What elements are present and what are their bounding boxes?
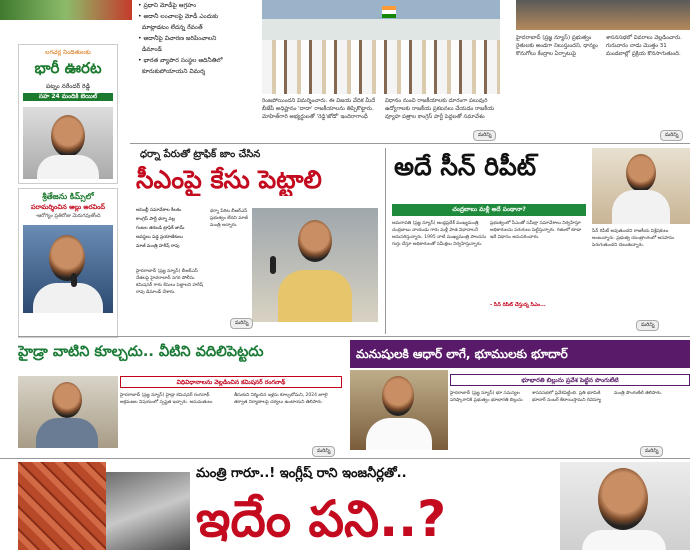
bullet-item: గంటల తరబడి ట్రాఫిక్ జామ్ <box>136 226 185 231</box>
ad-portrait <box>23 107 113 179</box>
bullet-item: అసెంబ్లీ సమావేశాల కీలకం <box>136 208 182 213</box>
story3-subhead: విధివిధానాలను వెల్లడించిన కమిషనర్ రంగనాథ్ <box>120 376 342 388</box>
bullet-item: • భారత వ్యాపార సంస్థల ఆదినీతిలో <box>138 57 223 64</box>
ad-line3: పట్నం నరేందర్ రెడ్డి <box>45 83 91 90</box>
portrait-body <box>36 418 98 448</box>
bullet-item: డిమాండ్ <box>141 46 162 53</box>
portrait-body <box>582 530 666 550</box>
bullet-item: కూరుకుపోయాయని విమర్శ <box>141 68 206 75</box>
bullet-item: కాంగ్రెస్ పార్టీ ధర్నా వల్ల <box>136 217 175 222</box>
top-left-bullets <box>138 0 258 120</box>
mid-caption-b: విధానం నుంచి రాజకీయాలకు దూరంగా పలువురి ఉద్యోగాలకు రాజకీయ ప్రకటనలు చేయడం రాజకీయ వ్యూహ పత్రాల కాంగ్రెస్ పార్టీ పెద్దలతో సమావేశం <box>385 98 495 120</box>
story4-subhead: భూభారతి బిల్లును ప్రవేశ పెట్టిన పొంగులేటి <box>450 374 690 386</box>
microphone-icon <box>71 273 77 287</box>
story2-side: సీన్ రిపీట్ అవుతుందని రాజకీయ విశ్లేషకులు అంటున్నారు. ప్రభుత్వ యంత్రాంగంలో అసహనం పెరుగుతుందని చెబుతున్నారు. <box>592 229 675 248</box>
ad2-line1: శ్రీతేజను కిమ్స్‌లో <box>42 192 94 201</box>
bottom-photo-mid <box>106 472 190 550</box>
story1-kicker: ధర్నా పేరుతో ట్రాఫిక్ జాం చేసిన <box>140 149 261 160</box>
bullet-item: మాట్లాడటం లేదన్న రేవంత్ <box>141 24 203 31</box>
story1-photo-caption: ధర్నా పేరిట బీఆర్ఎస్ ప్రభుత్వం లేదని మాజీ మంత్రి అన్నారు. <box>210 209 248 228</box>
ad-line1: లగచర్ల నిందితులకు <box>45 49 91 56</box>
portrait-body <box>278 270 352 322</box>
row-divider <box>0 458 690 459</box>
story1-bullets <box>136 206 206 266</box>
col-divider <box>385 148 386 334</box>
crowd <box>262 40 500 94</box>
ad-line4: సహ 24 మందికి బెయిల్ <box>23 93 113 101</box>
portrait-body <box>33 283 103 313</box>
ad2-line2: పరామర్శించిన అల్లు అరవింద్ <box>31 203 105 211</box>
more-badge[interactable]: మరిన్ని <box>230 318 253 329</box>
portrait-body <box>612 190 670 224</box>
story4-body: హైదరాబాద్ (ప్రజ్ఞ న్యూస్) భూ సమస్యల పరిష్కారానికి ప్రభుత్వం భూభారతి బిల్లును శాసనసభలో ప్రవేశపెట్టింది. ప్రతి భూమికి భూదార్ నంబర్ కేటాయిస్తామని రెవెన్యూ మంత్రి పొంగులేటి తెలిపారు. <box>450 391 663 403</box>
story4-photo <box>350 370 448 450</box>
row-divider <box>18 336 690 337</box>
microphone-icon <box>270 256 276 274</box>
bullet-item: మాజీ మంత్రి హరీష్ రావు <box>136 244 180 249</box>
more-badge[interactable]: మరిన్ని <box>636 320 659 331</box>
portrait-face <box>49 235 85 281</box>
bullet-item: • ప్రధాని మోడీపై ఆగ్రహం <box>138 2 197 9</box>
ad-title: భారీ ఊరట <box>34 59 102 77</box>
bullet-item: అవస్థలు పడ్డ ప్రయాణికులు <box>136 235 183 240</box>
story2-subhead: చంద్రబాబు మళ్లీ అదే పంథానా? <box>392 204 586 216</box>
portrait-body <box>366 418 432 450</box>
story3-body: హైదరాబాద్ (ప్రజ్ఞ న్యూస్) హైడ్రా కమిషనర్ రంగనాథ్ ఆక్రమణల విషయంలో స్పష్టత ఇచ్చారు. అనుమతులు తీసుకుని నిర్మించిన ఇళ్లను కూల్చబోమని, 2024 జూలై తర్వాత నిర్మాణాలపై చర్యలు ఉంటాయని తెలిపారు. <box>120 393 328 405</box>
portrait-face <box>626 154 656 192</box>
story3-headline: హైడ్రా వాటిని కూల్చదు.. వీటిని వదిలిపెట్టదు <box>18 344 264 360</box>
top-right-photo <box>516 0 690 30</box>
right-top-body: హైదరాబాద్ (ప్రజ్ఞ న్యూస్) ప్రభుత్వం రైతులకు అండగా నిలుస్తుందని, ధాన్యం కొనుగోలు కేంద్రాల ఏర్పాటుపై శాసనసభలో వివరాలు వెల్లడించారు. గురువారం నాడు మొత్తం 31 మండలాల్లో ప్రక్రియ కొనసాగుతుంది. <box>516 35 682 57</box>
more-badge[interactable]: మరిన్ని <box>640 446 663 457</box>
story2-headline: అదే సీన్ రిపీట్ <box>394 152 537 181</box>
flag <box>382 6 396 18</box>
mid-caption-a: రింజపోయిందని విమర్శించారు. ఈ విజయ వేదిక మీదే బీజేపీ అధిష్టానం 'దాదా' రాజకీయాలను తిప్పికొట్టారు. మోహిత్‌గారి అభ్యర్థులతో 'రెడ్డి'జోడో' ఇందిరాగాంధీ <box>262 98 376 120</box>
portrait-face <box>51 115 85 157</box>
portrait-body <box>37 155 99 179</box>
ad2-portrait <box>23 225 113 313</box>
bottom-kicker: మంత్రి గారూ..! ఇంగ్లీష్ రాని ఇంజనీర్లతో.. <box>196 466 407 481</box>
top-left-photo <box>0 0 132 20</box>
bottom-photo-left <box>18 462 106 550</box>
story2-col1: అమరావతి (ప్రజ్ఞ న్యూస్) ఆంధ్రప్రదేశ్ ముఖ్యమంత్రి చంద్రబాబు నాయుడు గారు మళ్లీ పాత విధానాలనే అనుసరిస్తున్నారు. 1995 నాటి ముఖ్యమంత్రి పాలనను గుర్తు చేస్తూ అధికారులతో సమీక్షలు నిర్వహిస్తున్నారు. <box>392 221 487 247</box>
portrait-face <box>598 468 648 530</box>
story1-headline: సీఎంపై కేసు పెట్టాలి <box>136 165 322 194</box>
story4-headline: మనుషులకి ఆధార్ లాగే, భూములకు భూదార్ <box>356 347 568 361</box>
left-ad-visit <box>18 188 118 338</box>
bottom-headline: ఇదేం పని..? <box>196 490 447 548</box>
portrait-face <box>382 376 414 416</box>
more-badge[interactable]: మరిన్ని <box>660 130 683 141</box>
story2-highlight: - సీన్ రిపీట్ చేస్తున్న సీఎం... <box>490 302 546 308</box>
story3-photo <box>18 376 118 448</box>
more-badge[interactable]: మరిన్ని <box>312 446 335 457</box>
story1-photo <box>252 208 378 322</box>
story4-headline-bar <box>350 340 690 368</box>
story1-body: హైదరాబాద్ (ప్రజ్ఞ న్యూస్) బీఆర్ఎస్ నేతలపై హైదరాబాద్ నగర పోలీసు కమిషనర్ గారు కేసులు పెట్టాలని హరీష్ రావు డిమాండ్ చేశారు. <box>136 269 204 295</box>
story2-col2: ప్రభుత్వంలో సీఎంతో సమీక్షా సమావేశాలు నిర్వహిస్తూ అధికారులను పరుగులు పెట్టిస్తున్నారు. గతంలో కూడా ఇదే విధానం అనుసరించారు. <box>490 221 582 240</box>
bullet-item: • అదానీ లంచాలపై మోడీ ఎందుకు <box>138 13 219 20</box>
left-ad-bail <box>18 44 118 184</box>
story2-photo <box>592 148 690 224</box>
portrait-face <box>52 382 82 418</box>
bullet-item: • అదానీపై విచారణ జరిపించాలని <box>138 35 217 42</box>
portrait-face <box>298 220 332 262</box>
top-center-photo <box>262 0 500 94</box>
ad2-line3: -ఆరోగ్యం ప్రతిరోజు మెరుగవుతోంది <box>35 213 101 219</box>
row-divider <box>130 143 690 144</box>
more-badge[interactable]: మరిన్ని <box>473 130 496 141</box>
bottom-portrait <box>560 462 690 550</box>
